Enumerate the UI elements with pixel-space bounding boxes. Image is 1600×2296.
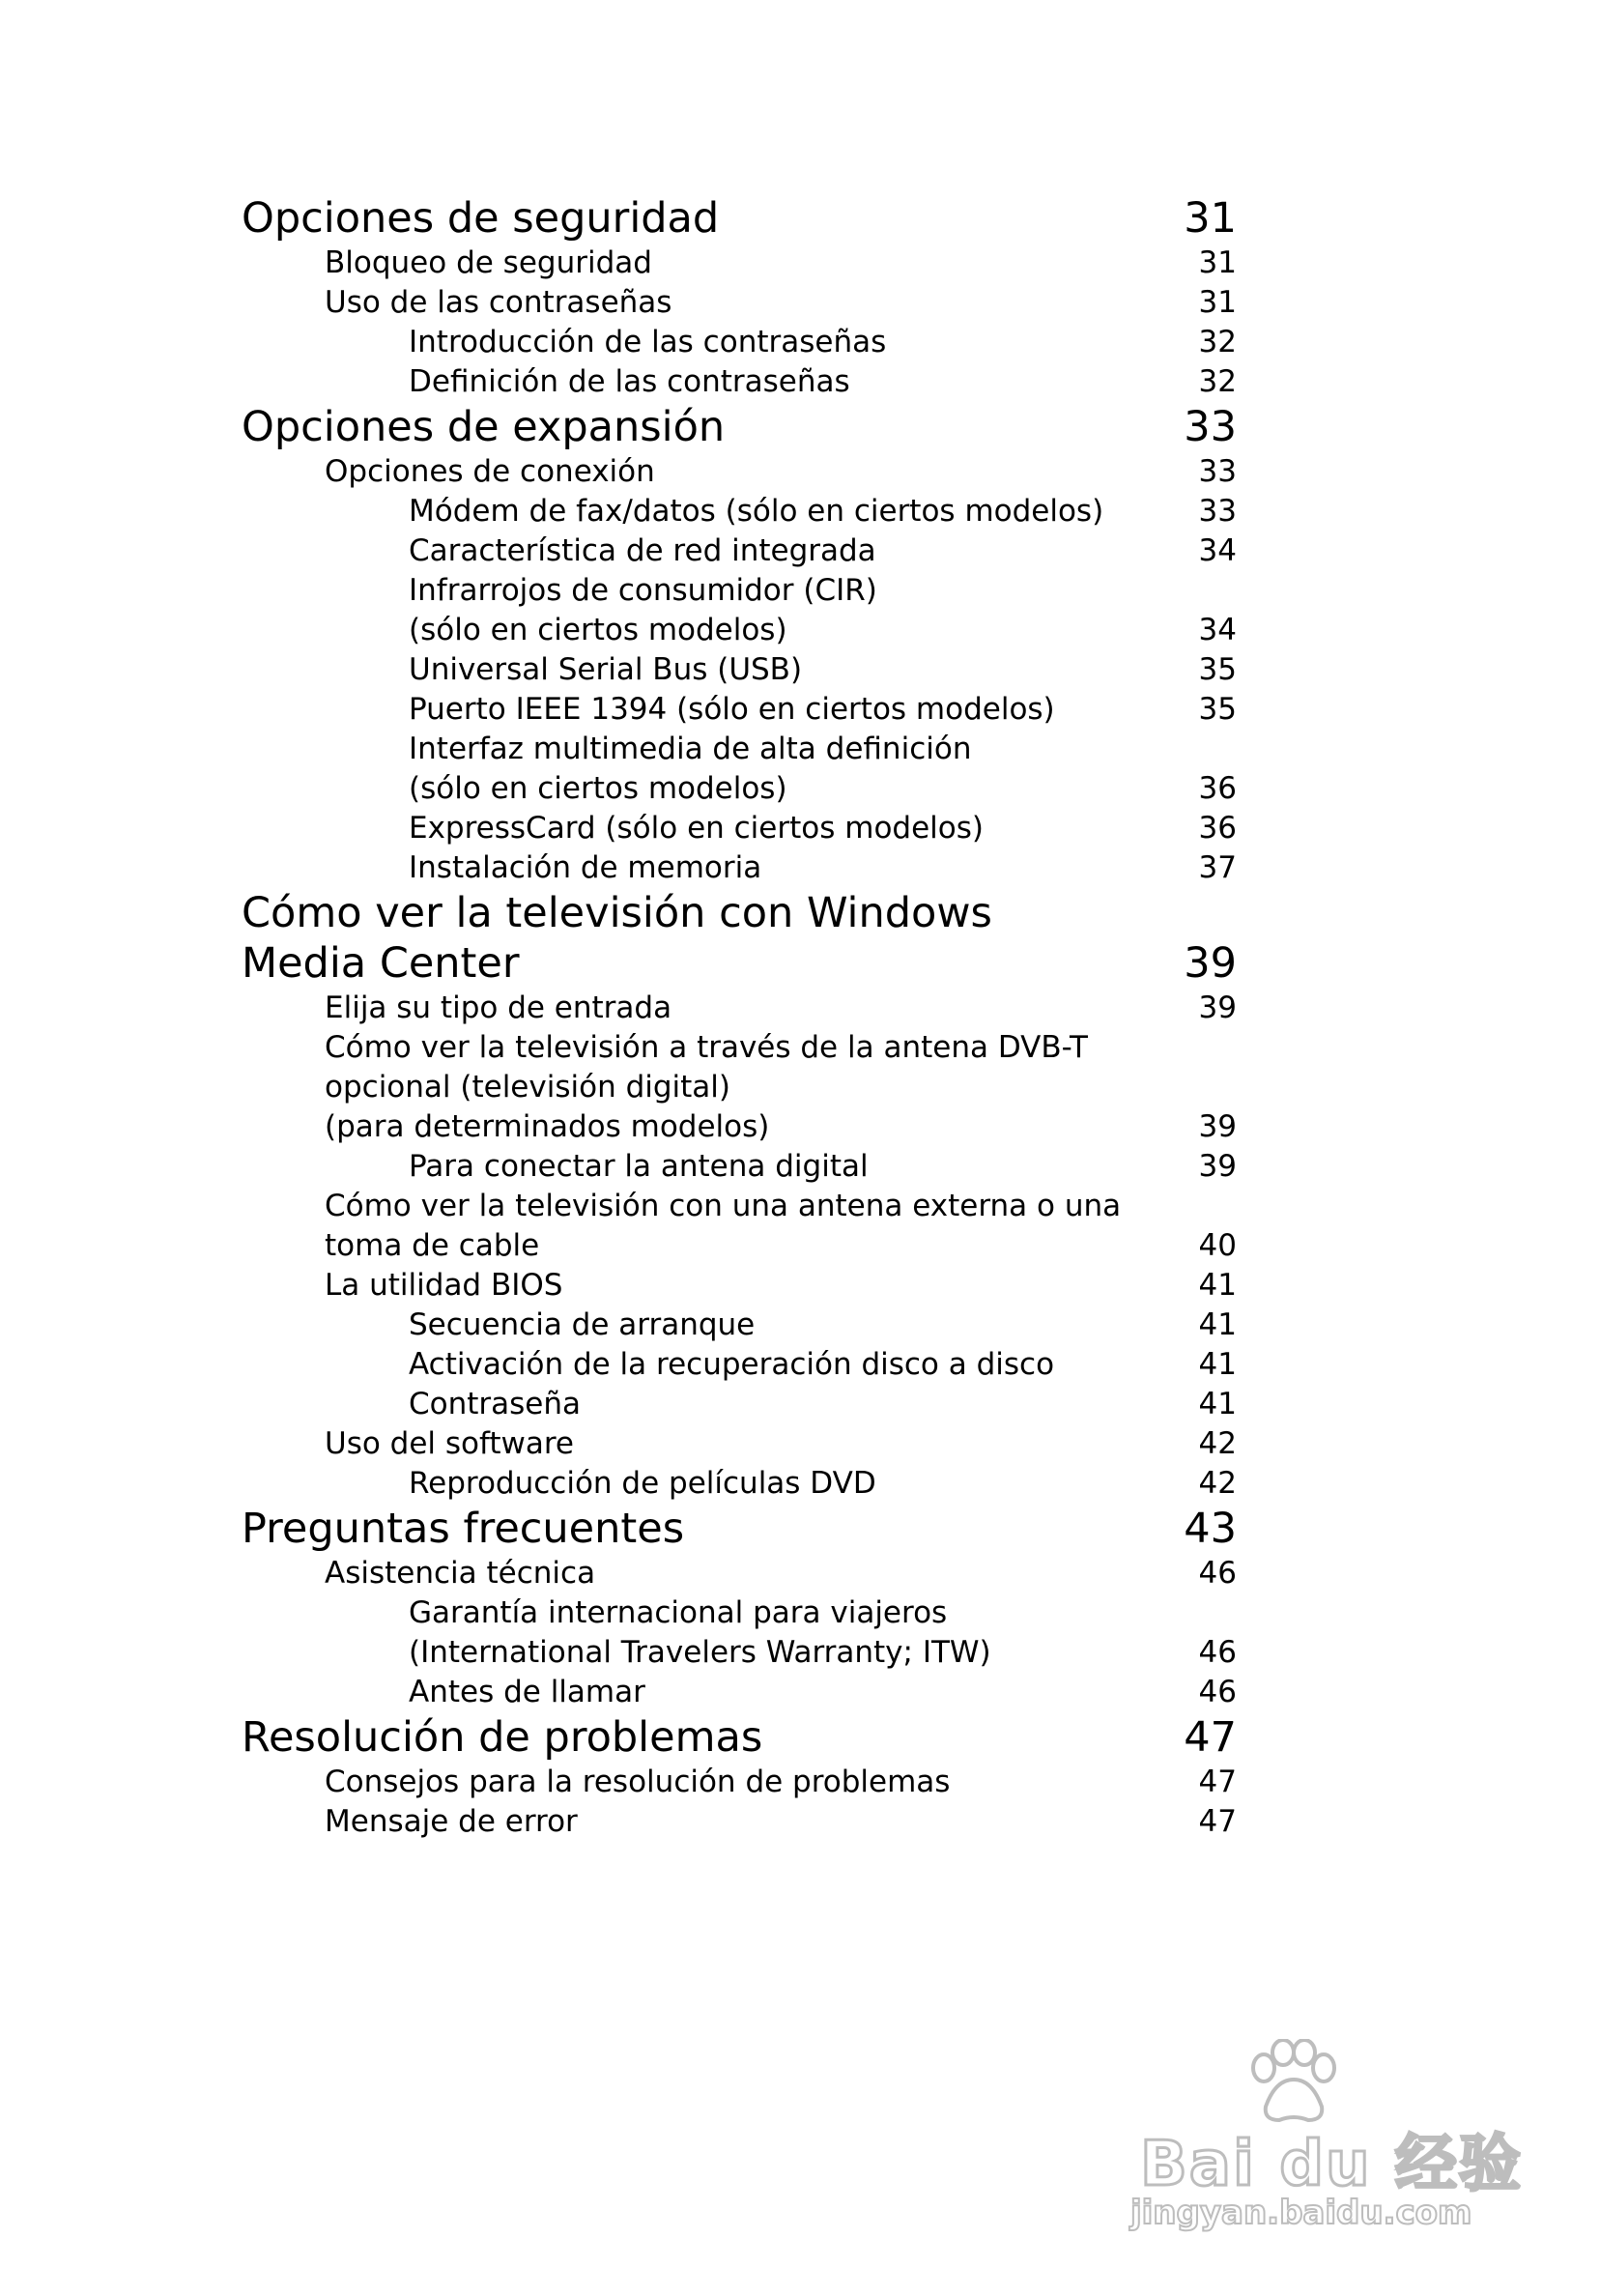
toc-entry-level-3[interactable] <box>242 809 1237 848</box>
toc-entry-title: Asistencia técnica <box>325 1556 596 1591</box>
toc-entry-title: Cómo ver la televisión con Windows <box>242 889 992 937</box>
toc-entry-title: (sólo en ciertos modelos) <box>409 613 787 647</box>
toc-entry-level-3[interactable] <box>242 1147 1237 1187</box>
toc-entry-title: Módem de fax/datos (sólo en ciertos modelos) <box>409 494 1104 529</box>
toc-entry-page-number: 35 <box>1198 652 1237 687</box>
toc-entry-title: Resolución de problemas <box>242 1713 763 1762</box>
toc-entry-level-2[interactable] <box>242 1802 1237 1842</box>
toc-entry-title: Activación de la recuperación disco a disco <box>409 1347 1055 1382</box>
toc-entry-title: Opciones de conexión <box>325 454 655 489</box>
toc-entry-page-number: 39 <box>1198 1149 1237 1184</box>
toc-entry-level-3[interactable] <box>242 1345 1237 1385</box>
toc-entry-level-2[interactable] <box>242 244 1237 283</box>
toc-entry-level-2[interactable] <box>242 1107 1237 1147</box>
toc-entry-page-number: 33 <box>1184 403 1237 451</box>
toc-entry-title: Uso del software <box>325 1426 575 1461</box>
toc-entry-page-number: 34 <box>1198 613 1237 647</box>
toc-entry-title: toma de cable <box>325 1228 540 1263</box>
toc-entry-page-number: 47 <box>1198 1765 1237 1799</box>
toc-entry-page-number: 33 <box>1198 454 1237 489</box>
toc-entry-title: Característica de red integrada <box>409 533 876 568</box>
toc-entry-level-2[interactable] <box>242 1068 1237 1107</box>
toc-entry-level-1[interactable] <box>242 888 1237 938</box>
toc-entry-page-number: 32 <box>1198 325 1237 359</box>
toc-entry-level-2[interactable] <box>242 1028 1237 1068</box>
toc-entry-level-3[interactable] <box>242 492 1237 531</box>
toc-entry-page-number: 47 <box>1184 1713 1237 1762</box>
toc-entry-title: Universal Serial Bus (USB) <box>409 652 803 687</box>
toc-entry-level-3[interactable] <box>242 571 1237 611</box>
toc-entry-level-2[interactable] <box>242 1226 1237 1266</box>
toc-entry-page-number: 41 <box>1198 1268 1237 1303</box>
toc-entry-title: Garantía internacional para viajeros <box>409 1595 948 1630</box>
toc-entry-level-1[interactable] <box>242 1504 1237 1554</box>
toc-entry-level-3[interactable] <box>242 769 1237 809</box>
toc-entry-page-number: 46 <box>1198 1556 1237 1591</box>
toc-entry-page-number: 35 <box>1198 692 1237 727</box>
toc-entry-page-number: 37 <box>1198 850 1237 885</box>
toc-entry-title: Reproducción de películas DVD <box>409 1466 876 1501</box>
toc-entry-title: Cómo ver la televisión a través de la antena DVB-T <box>325 1030 1088 1065</box>
toc-entry-page-number: 36 <box>1198 811 1237 846</box>
toc-entry-page-number: 46 <box>1198 1635 1237 1670</box>
baidu-watermark <box>1121 2039 1527 2232</box>
toc-entry-page-number: 31 <box>1198 245 1237 280</box>
toc-entry-level-2[interactable] <box>242 1266 1237 1306</box>
watermark-brand: Bai du 经验 <box>1140 2129 1523 2200</box>
toc-entry-level-1[interactable] <box>242 402 1237 452</box>
toc-entry-title: Definición de las contraseñas <box>409 364 850 399</box>
toc-entry-page-number: 39 <box>1184 939 1237 988</box>
toc-entry-page-number: 42 <box>1198 1426 1237 1461</box>
toc-entry-page-number: 39 <box>1198 990 1237 1025</box>
toc-entry-level-2[interactable] <box>242 1424 1237 1464</box>
toc-entry-page-number: 40 <box>1198 1228 1237 1263</box>
toc-entry-level-3[interactable] <box>242 611 1237 650</box>
toc-entry-page-number: 32 <box>1198 364 1237 399</box>
toc-entry-level-1[interactable] <box>242 938 1237 989</box>
toc-entry-level-3[interactable] <box>242 531 1237 571</box>
toc-entry-level-3[interactable] <box>242 362 1237 402</box>
toc-entry-level-2[interactable] <box>242 452 1237 492</box>
toc-entry-title: ExpressCard (sólo en ciertos modelos) <box>409 811 984 846</box>
toc-entry-title: Opciones de expansión <box>242 403 726 451</box>
toc-entry-title: (sólo en ciertos modelos) <box>409 771 787 806</box>
watermark-site: jingyan.baidu.com <box>1130 2194 1472 2232</box>
toc-entry-level-3[interactable] <box>242 1385 1237 1424</box>
toc-entry-title: Secuencia de arranque <box>409 1307 756 1342</box>
toc-entry-title: Cómo ver la televisión con una antena externa o una <box>325 1189 1122 1223</box>
toc-entry-title: (International Travelers Warranty; ITW) <box>409 1635 991 1670</box>
toc-entry-level-3[interactable] <box>242 1464 1237 1504</box>
toc-entry-page-number: 36 <box>1198 771 1237 806</box>
toc-entry-level-3[interactable] <box>242 848 1237 888</box>
toc-entry-level-2[interactable] <box>242 1763 1237 1802</box>
toc-entry-title: Infrarrojos de consumidor (CIR) <box>409 573 877 608</box>
toc-entry-title: Media Center <box>242 939 520 988</box>
toc-entry-level-2[interactable] <box>242 283 1237 323</box>
toc-entry-level-3[interactable] <box>242 1673 1237 1712</box>
toc-entry-level-3[interactable] <box>242 730 1237 769</box>
toc-entry-title: Contraseña <box>409 1387 582 1421</box>
toc-entry-level-3[interactable] <box>242 650 1237 690</box>
toc-entry-title: Elija su tipo de entrada <box>325 990 672 1025</box>
toc-entry-page-number: 42 <box>1198 1466 1237 1501</box>
toc-entry-level-3[interactable] <box>242 323 1237 362</box>
toc-entry-title: Mensaje de error <box>325 1804 578 1839</box>
toc-entry-title: Opciones de seguridad <box>242 194 720 243</box>
toc-entry-title: Bloqueo de seguridad <box>325 245 652 280</box>
toc-entry-title: Consejos para la resolución de problemas <box>325 1765 951 1799</box>
toc-entry-title: (para determinados modelos) <box>325 1109 770 1144</box>
toc-entry-page-number: 31 <box>1184 194 1237 243</box>
toc-entry-level-2[interactable] <box>242 1187 1237 1226</box>
toc-entry-page-number: 31 <box>1198 285 1237 320</box>
toc-entry-level-3[interactable] <box>242 1593 1237 1633</box>
toc-entry-page-number: 41 <box>1198 1307 1237 1342</box>
toc-entry-title: Puerto IEEE 1394 (sólo en ciertos modelos) <box>409 692 1055 727</box>
toc-entry-level-2[interactable] <box>242 1554 1237 1593</box>
toc-entry-page-number: 41 <box>1198 1387 1237 1421</box>
toc-entry-title: Preguntas frecuentes <box>242 1505 685 1553</box>
toc-entry-title: opcional (televisión digital) <box>325 1070 731 1105</box>
toc-entry-level-1[interactable] <box>242 193 1237 244</box>
table-of-contents <box>242 193 1237 1842</box>
toc-entry-level-2[interactable] <box>242 989 1237 1028</box>
toc-entry-page-number: 34 <box>1198 533 1237 568</box>
toc-entry-page-number: 43 <box>1184 1505 1237 1553</box>
toc-entry-page-number: 46 <box>1198 1675 1237 1709</box>
toc-entry-title: Instalación de memoria <box>409 850 762 885</box>
toc-entry-page-number: 39 <box>1198 1109 1237 1144</box>
toc-entry-title: Introducción de las contraseñas <box>409 325 887 359</box>
toc-entry-level-1[interactable] <box>242 1712 1237 1763</box>
toc-entry-page-number: 47 <box>1198 1804 1237 1839</box>
toc-entry-level-3[interactable] <box>242 690 1237 730</box>
paw-icon <box>1237 2039 1343 2126</box>
toc-entry-title: Antes de llamar <box>409 1675 645 1709</box>
toc-entry-title: La utilidad BIOS <box>325 1268 563 1303</box>
toc-entry-level-3[interactable] <box>242 1306 1237 1345</box>
toc-entry-level-3[interactable] <box>242 1633 1237 1673</box>
toc-entry-title: Para conectar la antena digital <box>409 1149 869 1184</box>
toc-entry-page-number: 33 <box>1198 494 1237 529</box>
toc-entry-title: Uso de las contraseñas <box>325 285 672 320</box>
toc-entry-page-number: 41 <box>1198 1347 1237 1382</box>
toc-entry-title: Interfaz multimedia de alta definición <box>409 732 972 766</box>
